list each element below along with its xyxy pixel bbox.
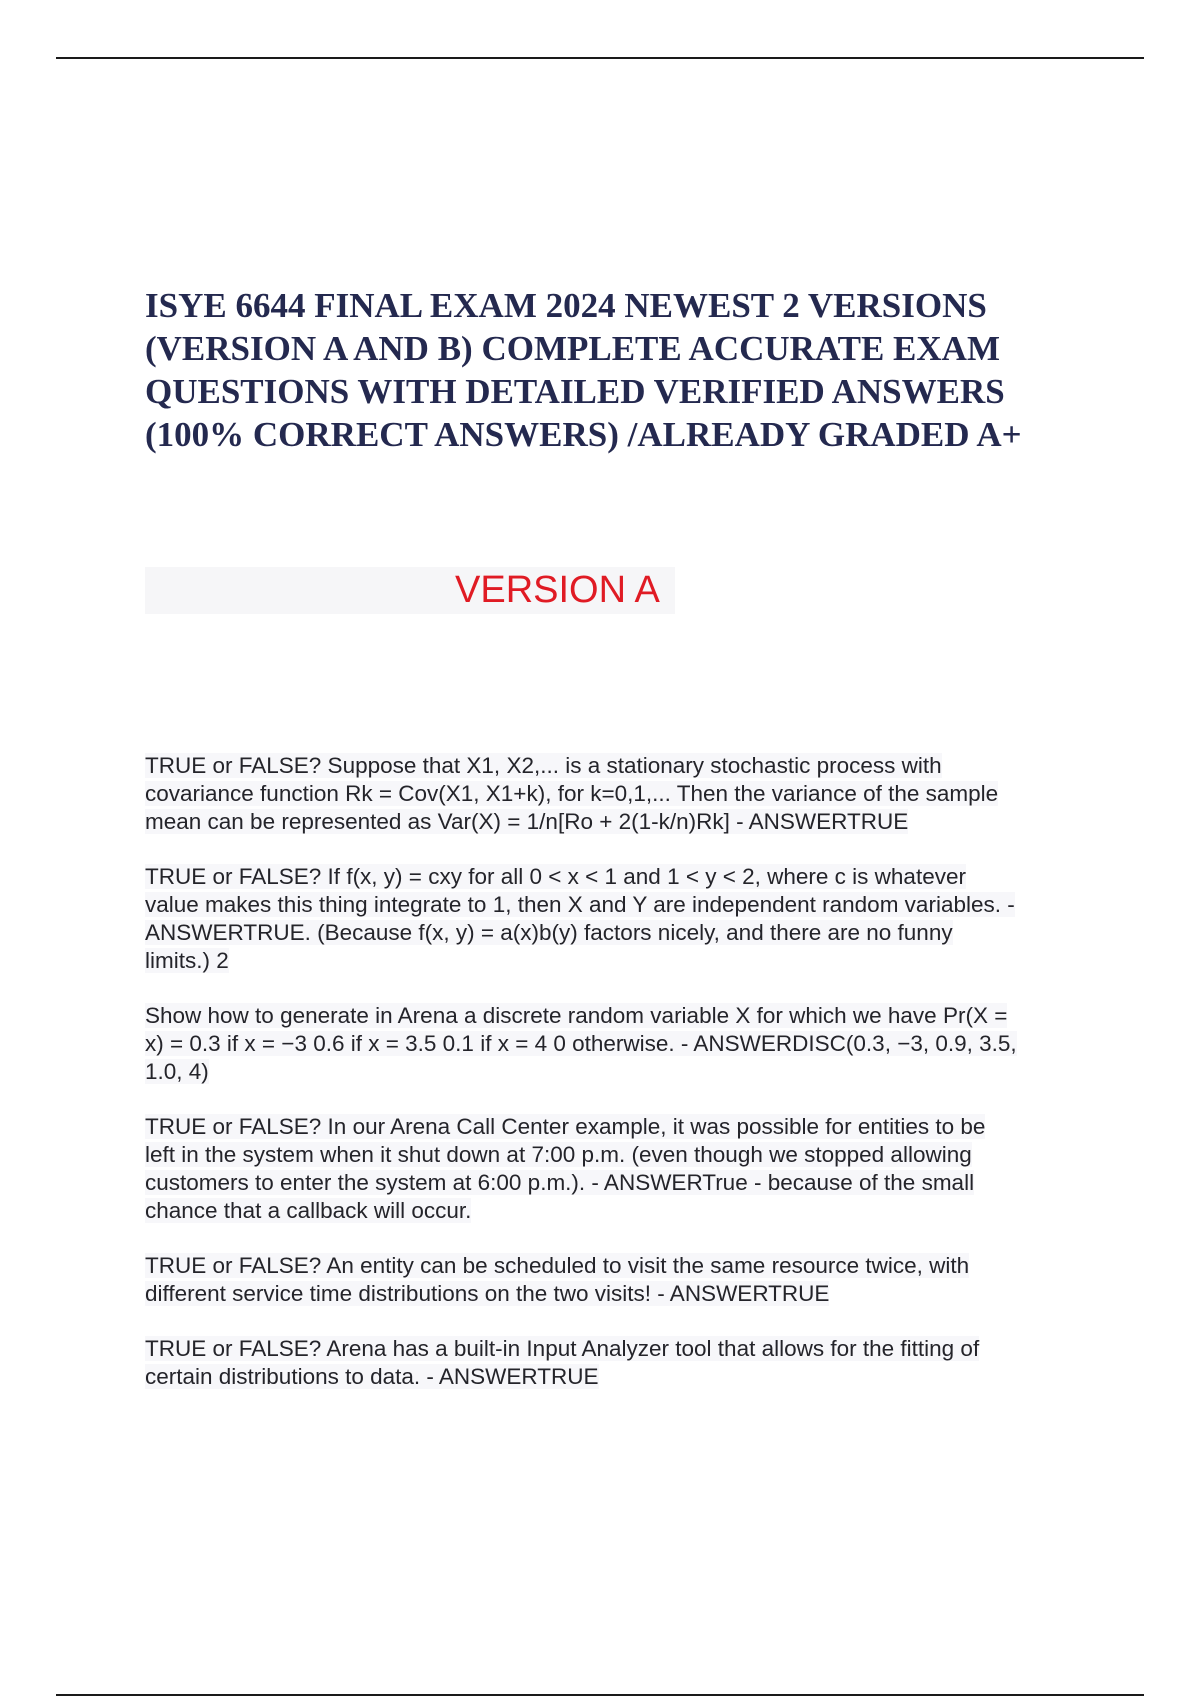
title-line: (VERSION A AND B) COMPLETE ACCURATE EXAM: [145, 329, 1000, 368]
question-line: ANSWERTRUE. (Because f(x, y) = a(x)b(y) factors nicely, and there are no funny: [145, 920, 953, 945]
document-title: [145, 284, 1105, 456]
question-line: x) = 0.3 if x = −3 0.6 if x = 3.5 0.1 if x = 4 0 otherwise. - ANSWERDISC(0.3, −3, 0.9, 3.5,: [145, 1031, 1017, 1056]
question-line: mean can be represented as Var(X) = 1/n[Ro + 2(1-k/n)Rk] - ANSWERTRUE: [145, 809, 909, 834]
question-list: [145, 752, 1095, 1418]
question-line: TRUE or FALSE? An entity can be scheduled to visit the same resource twice, with: [145, 1253, 970, 1278]
question-line: left in the system when it shut down at 7:00 p.m. (even though we stopped allowing: [145, 1142, 972, 1167]
question-line: different service time distributions on the two visits! - ANSWERTRUE: [145, 1281, 830, 1306]
question-item: [145, 1113, 1095, 1225]
question-line: TRUE or FALSE? If f(x, y) = cxy for all 0 < x < 1 and 1 < y < 2, where c is whatever: [145, 864, 966, 889]
question-line: covariance function Rk = Cov(X1, X1+k), for k=0,1,... Then the variance of the sample: [145, 781, 999, 806]
question-item: [145, 1252, 1095, 1308]
bottom-rule: [56, 1694, 1144, 1696]
title-line: QUESTIONS WITH DETAILED VERIFIED ANSWERS: [145, 372, 1005, 411]
title-line: (100% CORRECT ANSWERS) /ALREADY GRADED A+: [145, 415, 1022, 454]
question-line: certain distributions to data. - ANSWERTRUE: [145, 1364, 599, 1389]
question-line: TRUE or FALSE? In our Arena Call Center example, it was possible for entities to be: [145, 1114, 986, 1139]
title-line: ISYE 6644 FINAL EXAM 2024 NEWEST 2 VERSIONS: [145, 286, 987, 325]
question-line: TRUE or FALSE? Arena has a built-in Input Analyzer tool that allows for the fitting of: [145, 1336, 980, 1361]
question-line: customers to enter the system at 6:00 p.m.). - ANSWERTrue - because of the small: [145, 1170, 975, 1195]
question-line: 1.0, 4): [145, 1059, 209, 1084]
top-rule: [56, 57, 1144, 59]
version-heading: VERSION A: [455, 569, 660, 611]
question-line: TRUE or FALSE? Suppose that X1, X2,... is a stationary stochastic process with: [145, 753, 942, 778]
question-line: limits.) 2: [145, 948, 229, 973]
question-item: [145, 752, 1095, 836]
question-item: [145, 863, 1095, 975]
question-item: [145, 1002, 1095, 1086]
question-line: chance that a callback will occur.: [145, 1198, 472, 1223]
question-line: value makes this thing integrate to 1, then X and Y are independent random variables. -: [145, 892, 1015, 917]
question-line: Show how to generate in Arena a discrete random variable X for which we have Pr(X =: [145, 1003, 1008, 1028]
question-item: [145, 1335, 1095, 1391]
